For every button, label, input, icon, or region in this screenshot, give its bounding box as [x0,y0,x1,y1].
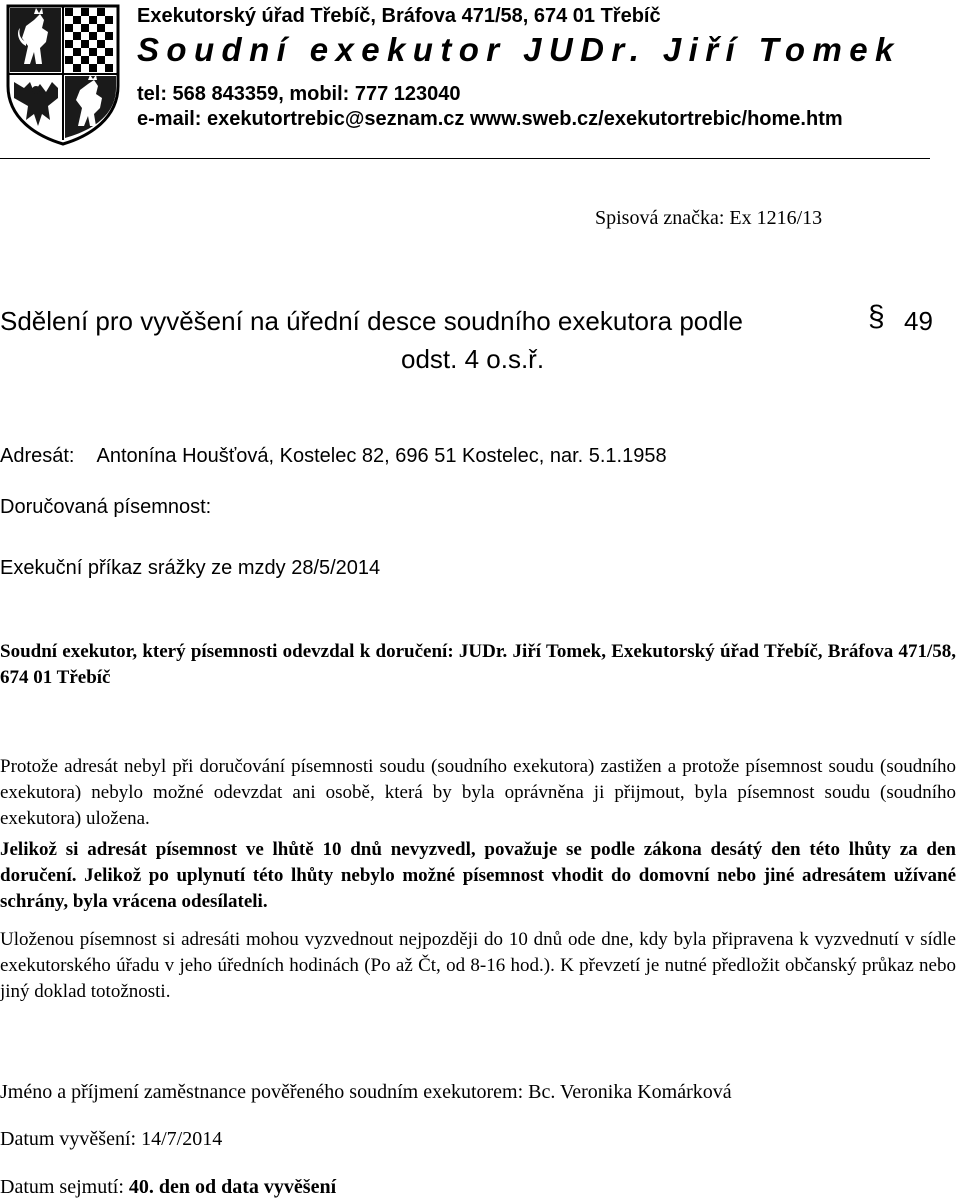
email-line: e-mail: exekutortrebic@seznam.cz www.sweb.cz/exekutortrebic/home.htm [137,108,843,130]
delivered-document-name: Exekuční příkaz srážky ze mzdy 28/5/2014 [0,557,381,579]
notice-paragraph-2: Jelikož si adresát písemnost ve lhůtě 10 dnů nevyzvedl, považuje se podle zákona desátý den této lhůty za den doručení. Jelikož po uplynutí této lhůty nebylo možné písemnost vhodit do domovní nebo jiné adresátem užívané schrány, byla vrácena odesílateli. [0,839,956,912]
employee-row [0,1079,732,1105]
addressee-row [0,443,667,469]
posted-date-value: 14/7/2014 [141,1128,223,1150]
posted-date-label: Datum vyvěšení: [0,1128,137,1150]
removal-date-label: Datum sejmutí: [0,1176,124,1198]
delivered-document-label: Doručovaná písemnost: [0,496,212,518]
addressee-label: Adresát: [0,445,75,467]
office-address: Exekutorský úřad Třebíč, Bráfova 471/58, 674 01 Třebíč [137,5,661,27]
header-divider [0,158,930,159]
executor-name: Soudní exekutor JUDr. Jiří Tomek [137,31,901,68]
section-number: 49 [904,306,933,336]
employee-name: Bc. Veronika Komárková [528,1081,732,1103]
removal-date-value: 40. den od data vyvěšení [128,1176,337,1198]
case-reference: Spisová značka: Ex 1216/13 [595,207,823,229]
employee-label: Jméno a příjmení zaměstnance pověřeného soudním exekutorem: [0,1081,524,1103]
posted-date-row [0,1126,222,1152]
removal-date-row [0,1174,336,1200]
document-title-line2: odst. 4 o.s.ř. [401,344,545,374]
phone-line: tel: 568 843359, mobil: 777 123040 [137,83,461,105]
czech-coat-of-arms-icon [4,2,122,146]
notice-paragraph-3: Uloženou písemnost si adresáti mohou vyzvednout nejpozději do 10 dnů ode dne, kdy byla připravena k vyzvednutí v sídle exekutorského úřadu v jeho úředních hodinách (Po až Čt, od 8-16 hod.). K převzetí je nutné předložit občanský průkaz nebo jiný doklad totožnosti. [0,929,956,1002]
section-symbol: § [868,300,885,333]
document-title-line1: Sdělení pro vyvěšení na úřední desce soudního exekutora podle [0,306,743,336]
notice-paragraph-1: Protože adresát nebyl při doručování písemnosti soudu (soudního exekutora) zastižen a protože písemnost soudu (soudního exekutora) nebylo možné odevzdat ani osobě, která by byla oprávněna ji přijmout, byla písemnost soudu (soudního exekutora) uložena. [0,756,956,829]
sender-statement: Soudní exekutor, který písemnosti odevzdal k doručení: JUDr. Jiří Tomek, Exekutorský úřad Třebíč, Bráfova 471/58, 674 01 Třebíč [0,641,956,688]
addressee-value: Antonína Houšťová, Kostelec 82, 696 51 Kostelec, nar. 5.1.1958 [96,445,667,467]
